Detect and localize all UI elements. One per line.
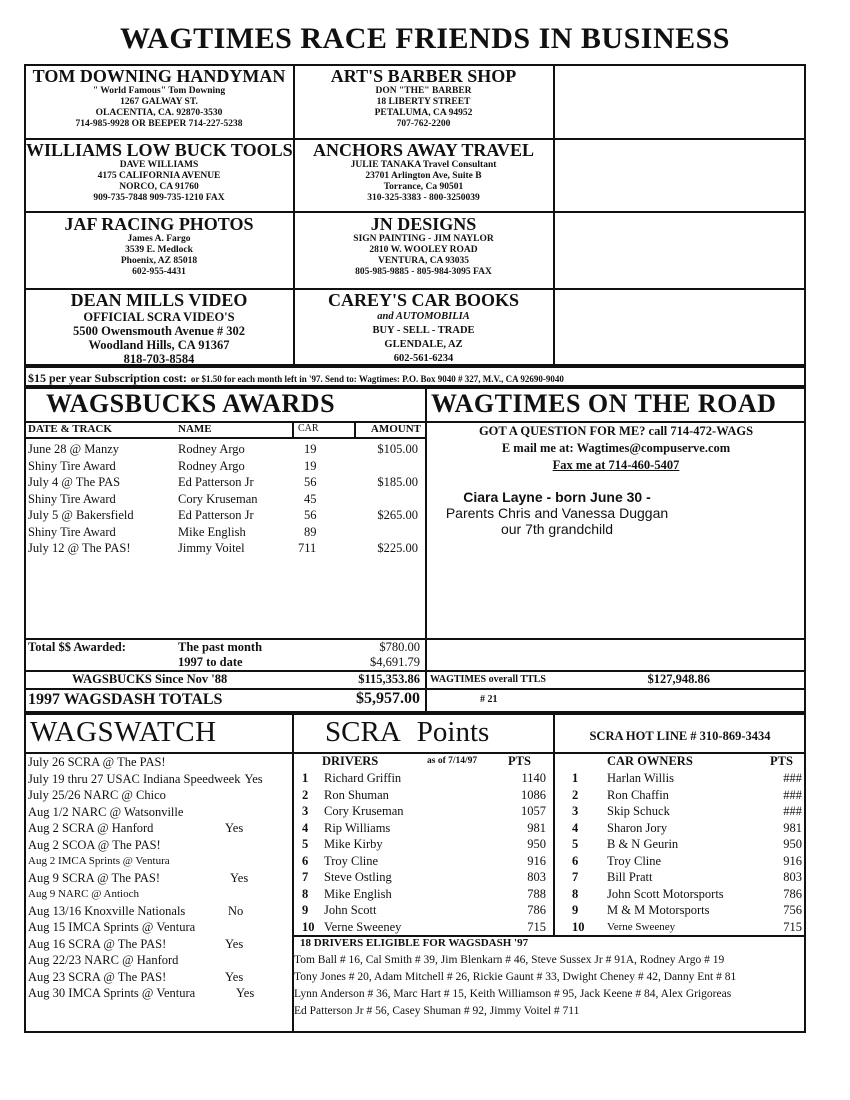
owner-points: 756	[783, 903, 802, 917]
business-name: CAREY'S CAR BOOKS	[327, 290, 520, 310]
rank: 8	[302, 886, 309, 901]
wagsdash-count: # 21	[480, 694, 498, 705]
business-name: DEAN MILLS VIDEO	[70, 290, 248, 310]
event-status: No	[228, 903, 244, 918]
driver-name: Richard Griffin	[324, 771, 402, 785]
wagswatch-list	[28, 754, 290, 1002]
total-label: Total $$ Awarded:	[28, 640, 126, 654]
cell-amount: $185.00	[377, 475, 418, 489]
business-line: 602-561-6234	[393, 353, 454, 364]
table-row	[298, 853, 550, 870]
rank: 2	[302, 787, 309, 802]
list-item	[28, 985, 290, 1002]
business-line: DAVE WILLIAMS	[119, 160, 199, 170]
cell-car: 56	[304, 475, 317, 489]
rank: 6	[302, 853, 309, 868]
business-line: Woodland Hills, CA 91367	[88, 338, 230, 352]
cell-amount: $225.00	[377, 541, 418, 555]
cell-name: Rodney Argo	[178, 442, 245, 456]
driver-points: 1057	[521, 804, 546, 818]
list-item	[28, 771, 290, 788]
table-row	[298, 919, 550, 936]
table-row	[28, 474, 422, 491]
subscription-text	[28, 369, 564, 387]
table-row	[298, 886, 550, 903]
business-name: TOM DOWNING HANDYMAN	[32, 66, 286, 86]
rank: 7	[302, 870, 309, 884]
owner-name: John Scott Motorsports	[607, 886, 724, 901]
business-line: 602-955-4431	[132, 267, 186, 277]
cell-date-track: Shiny Tire Award	[28, 524, 116, 539]
rank: 8	[572, 886, 579, 901]
event-name: Aug 2 SCOA @ The PAS!	[28, 837, 161, 852]
business-line: 714-985-9928 OR BEEPER 714-227-5238	[75, 119, 243, 129]
points-heading-a: SCRA	[325, 716, 401, 748]
eligible-line: Tom Ball # 16, Cal Smith # 39, Jim Blenkarn # 46, Steve Sussex Jr # 91A, Rodney Argo # 19	[294, 954, 725, 966]
business-line: " World Famous" Tom Downing	[92, 86, 226, 96]
rank: 5	[572, 837, 579, 851]
rank: 10	[572, 919, 585, 934]
business-line: Torrance, Ca 90501	[383, 182, 464, 192]
event-name: Aug 13/16 Knoxville Nationals	[28, 903, 186, 918]
table-row	[28, 491, 422, 508]
business-name: WILLIAMS LOW BUCK TOOLS	[26, 140, 293, 160]
business-line: VENTURA, CA 93035	[377, 256, 470, 266]
business-line: JULIE TANAKA Travel Consultant	[350, 160, 497, 170]
rank: 1	[302, 771, 309, 785]
business-line: 1267 GALWAY ST.	[120, 97, 198, 107]
owner-points: 916	[783, 853, 802, 868]
hotline: SCRA HOT LINE # 310-869-3434	[589, 729, 771, 743]
table-row	[560, 869, 802, 886]
owners-pts-label: PTS	[770, 754, 793, 768]
rank: 10	[302, 919, 315, 934]
road-contact	[427, 423, 805, 474]
cell-date-track: June 28 @ Manzy	[28, 442, 120, 456]
event-status: Yes	[225, 821, 244, 835]
event-name: July 25/26 NARC @ Chico	[28, 788, 166, 802]
rank: 4	[302, 820, 309, 835]
cell-amount: $265.00	[377, 508, 418, 522]
list-item	[28, 919, 290, 936]
cell-date-track: Shiny Tire Award	[28, 458, 116, 473]
business-line: 805-985-9885 - 805-984-3095 FAX	[355, 267, 492, 277]
event-status: Yes	[225, 969, 244, 984]
page-title: WAGTIMES RACE FRIENDS IN BUSINESS	[120, 22, 730, 55]
owner-name: Sharon Jory	[607, 820, 668, 835]
owner-points: 950	[783, 837, 802, 851]
event-status: Yes	[244, 771, 263, 786]
since-label: WAGSBUCKS Since Nov '88	[72, 672, 228, 686]
road-heading: WAGTIMES ON THE ROAD	[431, 389, 777, 418]
owner-name: Bill Pratt	[607, 870, 653, 884]
event-status: Yes	[225, 936, 244, 951]
event-name: Aug 30 IMCA Sprints @ Ventura	[28, 986, 196, 1000]
cell-car: 19	[304, 442, 317, 456]
cell-date-track: July 12 @ The PAS!	[28, 541, 131, 555]
cell-name: Rodney Argo	[178, 458, 245, 473]
cell-date-track: July 5 @ Bakersfield	[28, 508, 134, 522]
owners-label: CAR OWNERS	[607, 754, 693, 768]
business-line: NORCO, CA 91760	[119, 182, 199, 192]
business-line: 310-325-3383 - 800-3250039	[367, 193, 480, 203]
cell-amount: $105.00	[377, 442, 418, 456]
business-line: and AUTOMOBILIA	[377, 311, 470, 322]
rank: 1	[572, 771, 579, 785]
rank: 9	[572, 903, 579, 917]
table-row	[560, 886, 802, 903]
owner-points: 981	[783, 820, 802, 835]
driver-name: Steve Ostling	[324, 870, 392, 884]
driver-name: Cory Kruseman	[324, 804, 404, 818]
cell-name: Ed Patterson Jr	[178, 475, 254, 489]
list-item	[28, 837, 290, 854]
dash-label: 1997 WAGSDASH TOTALS	[28, 691, 223, 708]
list-item	[28, 853, 290, 870]
driver-points: 788	[527, 886, 546, 901]
cell-name: Ed Patterson Jr	[178, 508, 254, 522]
to-date-label: 1997 to date	[178, 655, 243, 669]
driver-name: Mike English	[324, 886, 392, 901]
owner-points: ###	[783, 787, 802, 802]
dash-value: $5,957.00	[356, 690, 420, 707]
cell-date-track: July 4 @ The PAS	[28, 475, 121, 489]
business-line: 3539 E. Medlock	[125, 245, 193, 255]
event-name: Aug 22/23 NARC @ Hanford	[28, 953, 179, 967]
table-row	[298, 902, 550, 919]
table-row	[298, 836, 550, 853]
business-line: BUY - SELL - TRADE	[372, 325, 475, 336]
news-line: Parents Chris and Vanessa Duggan	[445, 505, 669, 521]
business-card	[295, 291, 552, 366]
wagsbucks-heading: WAGSBUCKS AWARDS	[46, 389, 336, 418]
event-name: July 26 SCRA @ The PAS!	[28, 755, 166, 769]
rank: 7	[572, 870, 579, 884]
cell-name: Cory Kruseman	[178, 491, 258, 506]
business-name: ART'S BARBER SHOP	[330, 66, 517, 86]
driver-name: Troy Cline	[324, 853, 379, 868]
as-of-date: as of 7/14/97	[427, 756, 478, 766]
business-line: 707-762-2200	[396, 119, 451, 129]
road-email: E mail me at: Wagtimes@compuserve.com	[501, 441, 731, 455]
eligible-list	[294, 952, 804, 1020]
table-row	[560, 770, 802, 787]
driver-name: Ron Shuman	[324, 787, 389, 802]
business-card	[295, 67, 552, 130]
cell-name: Mike English	[178, 524, 246, 539]
owner-points: ###	[783, 771, 802, 785]
business-card	[295, 215, 552, 278]
event-name: Aug 9 NARC @ Antioch	[28, 888, 139, 900]
event-name: Aug 1/2 NARC @ Watsonville	[28, 804, 184, 819]
table-row	[560, 853, 802, 870]
table-row	[298, 820, 550, 837]
driver-points: 950	[527, 837, 546, 851]
to-date-value: $4,691.79	[370, 655, 420, 669]
rank: 9	[302, 903, 309, 917]
cell-car: 89	[304, 524, 317, 539]
event-name: Aug 2 IMCA Sprints @ Ventura	[28, 855, 170, 867]
col-date-track: DATE & TRACK	[28, 423, 112, 435]
driver-points: 715	[527, 919, 546, 934]
owners-table	[560, 770, 802, 935]
list-item	[28, 804, 290, 821]
table-row	[28, 507, 422, 524]
owner-name: Troy Cline	[607, 853, 662, 868]
table-row	[28, 540, 422, 557]
list-item	[28, 969, 290, 986]
business-card	[26, 141, 292, 204]
cell-date-track: Shiny Tire Award	[28, 491, 116, 506]
owner-name: Harlan Willis	[607, 771, 674, 785]
table-row	[298, 770, 550, 787]
driver-name: Verne Sweeney	[324, 919, 402, 934]
event-name: July 19 thru 27 USAC Indiana Speedweek	[28, 771, 241, 786]
table-row	[560, 902, 802, 919]
business-name: JAF RACING PHOTOS	[64, 214, 254, 234]
business-line: Phoenix, AZ 85018	[120, 256, 198, 266]
list-item	[28, 870, 290, 887]
event-name: Aug 23 SCRA @ The PAS!	[28, 969, 167, 984]
subscription-details: or $1.50 for each month left in '97. Send to: Wagtimes: P.O. Box 9040 # 327, M.V., CA 92690-9040	[190, 374, 564, 384]
list-item	[28, 754, 290, 771]
road-news	[427, 489, 687, 537]
owner-points: 715	[783, 919, 802, 934]
list-item	[28, 936, 290, 953]
cell-name: Jimmy Voitel	[178, 541, 245, 555]
wagswatch-heading: WAGSWATCH	[30, 716, 217, 748]
list-item	[28, 820, 290, 837]
table-row	[298, 787, 550, 804]
news-line: Ciara Layne - born June 30 -	[463, 489, 651, 505]
cell-car: 56	[304, 508, 317, 522]
col-amount: AMOUNT	[370, 423, 421, 435]
list-item	[28, 903, 290, 920]
business-card	[295, 141, 552, 204]
cell-car: 19	[304, 458, 317, 473]
since-value: $115,353.86	[358, 672, 420, 686]
owner-points: 786	[783, 886, 802, 901]
col-name: NAME	[178, 423, 212, 435]
owner-points: ###	[783, 804, 802, 818]
overall-label: WAGTIMES overall TTLS	[430, 674, 546, 685]
business-line: DON "THE" BARBER	[375, 86, 472, 96]
business-line: 5500 Owensmouth Avenue # 302	[72, 324, 245, 338]
owner-name: B & N Geurin	[607, 837, 679, 851]
business-line: 909-735-7848 909-735-1210 FAX	[93, 193, 225, 203]
points-heading	[325, 716, 489, 749]
subscription-lead: $15 per year Subscription cost:	[28, 371, 187, 385]
eligible-heading: 18 DRIVERS ELIGIBLE FOR WAGSDASH '97	[300, 937, 529, 949]
business-name: JN DESIGNS	[370, 214, 477, 234]
business-card	[26, 67, 292, 130]
driver-name: John Scott	[324, 903, 377, 917]
list-item	[28, 886, 290, 903]
table-row	[28, 458, 422, 475]
business-name: ANCHORS AWAY TRAVEL	[312, 140, 535, 160]
business-line: OLACENTIA, CA. 92870-3530	[95, 108, 223, 118]
driver-points: 803	[527, 870, 546, 884]
cell-car: 711	[298, 541, 317, 555]
event-name: Aug 15 IMCA Sprints @ Ventura	[28, 920, 196, 934]
event-status: Yes	[230, 870, 249, 885]
table-row	[560, 836, 802, 853]
table-row	[560, 820, 802, 837]
driver-points: 981	[527, 820, 546, 835]
business-line: GLENDALE, AZ	[384, 339, 463, 350]
driver-points: 916	[527, 853, 546, 868]
owner-points: 803	[783, 870, 802, 884]
owner-name: M & M Motorsports	[607, 903, 710, 917]
business-line: PETALUMA, CA 94952	[374, 108, 473, 118]
business-card	[26, 291, 292, 366]
road-phone: GOT A QUESTION FOR ME? call 714-472-WAGS	[478, 424, 754, 438]
table-row	[298, 869, 550, 886]
points-heading-b: Points	[416, 716, 490, 748]
driver-name: Rip Williams	[324, 820, 391, 835]
eligible-line: Lynn Anderson # 36, Marc Hart # 15, Keith Williamson # 95, Jack Keene # 84, Alex Grigoreas	[294, 988, 732, 1000]
drivers-table	[298, 770, 550, 935]
cell-car: 45	[304, 491, 317, 506]
business-line: 18 LIBERTY STREET	[376, 97, 471, 107]
business-line: 2810 W. WOOLEY ROAD	[369, 245, 478, 255]
eligible-line: Tony Jones # 20, Adam Mitchell # 26, Rickie Gaunt # 33, Dwight Cheney # 42, Danny Ent # 81	[294, 971, 737, 983]
table-row	[28, 524, 422, 541]
event-status: Yes	[236, 986, 255, 1000]
table-row	[28, 441, 422, 458]
business-line: 23701 Arlington Ave, Suite B	[365, 171, 482, 181]
rank: 6	[572, 853, 579, 868]
table-row	[298, 803, 550, 820]
business-line: 818-703-8584	[123, 352, 195, 366]
business-line: OFFICIAL SCRA VIDEO'S	[83, 310, 235, 324]
driver-name: Mike Kirby	[324, 837, 383, 851]
event-name: Aug 2 SCRA @ Hanford	[28, 821, 154, 835]
table-row	[560, 787, 802, 804]
rank: 4	[572, 820, 579, 835]
list-item	[28, 787, 290, 804]
overall-value: $127,948.86	[647, 672, 710, 686]
list-item	[28, 952, 290, 969]
rank: 5	[302, 837, 309, 851]
driver-points: 786	[527, 903, 546, 917]
business-line: James A. Fargo	[127, 234, 191, 244]
rank: 3	[302, 804, 309, 818]
past-month-label: The past month	[178, 640, 263, 654]
owner-name: Skip Schuck	[607, 804, 670, 818]
business-line: 4175 CALIFORNIA AVENUE	[97, 171, 221, 181]
event-name: Aug 16 SCRA @ The PAS!	[28, 936, 167, 951]
business-card	[26, 215, 292, 278]
table-row	[560, 803, 802, 820]
rank: 3	[572, 804, 579, 818]
table-row	[560, 919, 802, 936]
drivers-pts-label: PTS	[508, 754, 531, 768]
eligible-line: Ed Patterson Jr # 56, Casey Shuman # 92, Jimmy Voitel # 711	[294, 1005, 580, 1017]
road-fax: Fax me at 714-460-5407	[552, 458, 680, 472]
event-name: Aug 9 SCRA @ The PAS!	[28, 870, 161, 885]
drivers-label: DRIVERS	[322, 754, 379, 768]
owner-name: Verne Sweeney	[607, 920, 676, 933]
driver-points: 1086	[521, 787, 546, 802]
owner-name: Ron Chaffin	[607, 787, 669, 802]
past-month-value: $780.00	[379, 640, 420, 654]
driver-points: 1140	[521, 771, 546, 785]
rank: 2	[572, 787, 579, 802]
business-line: SIGN PAINTING - JIM NAYLOR	[353, 234, 494, 244]
col-car: CAR	[298, 423, 319, 434]
awards-table	[28, 441, 422, 557]
news-line: our 7th grandchild	[500, 521, 614, 537]
